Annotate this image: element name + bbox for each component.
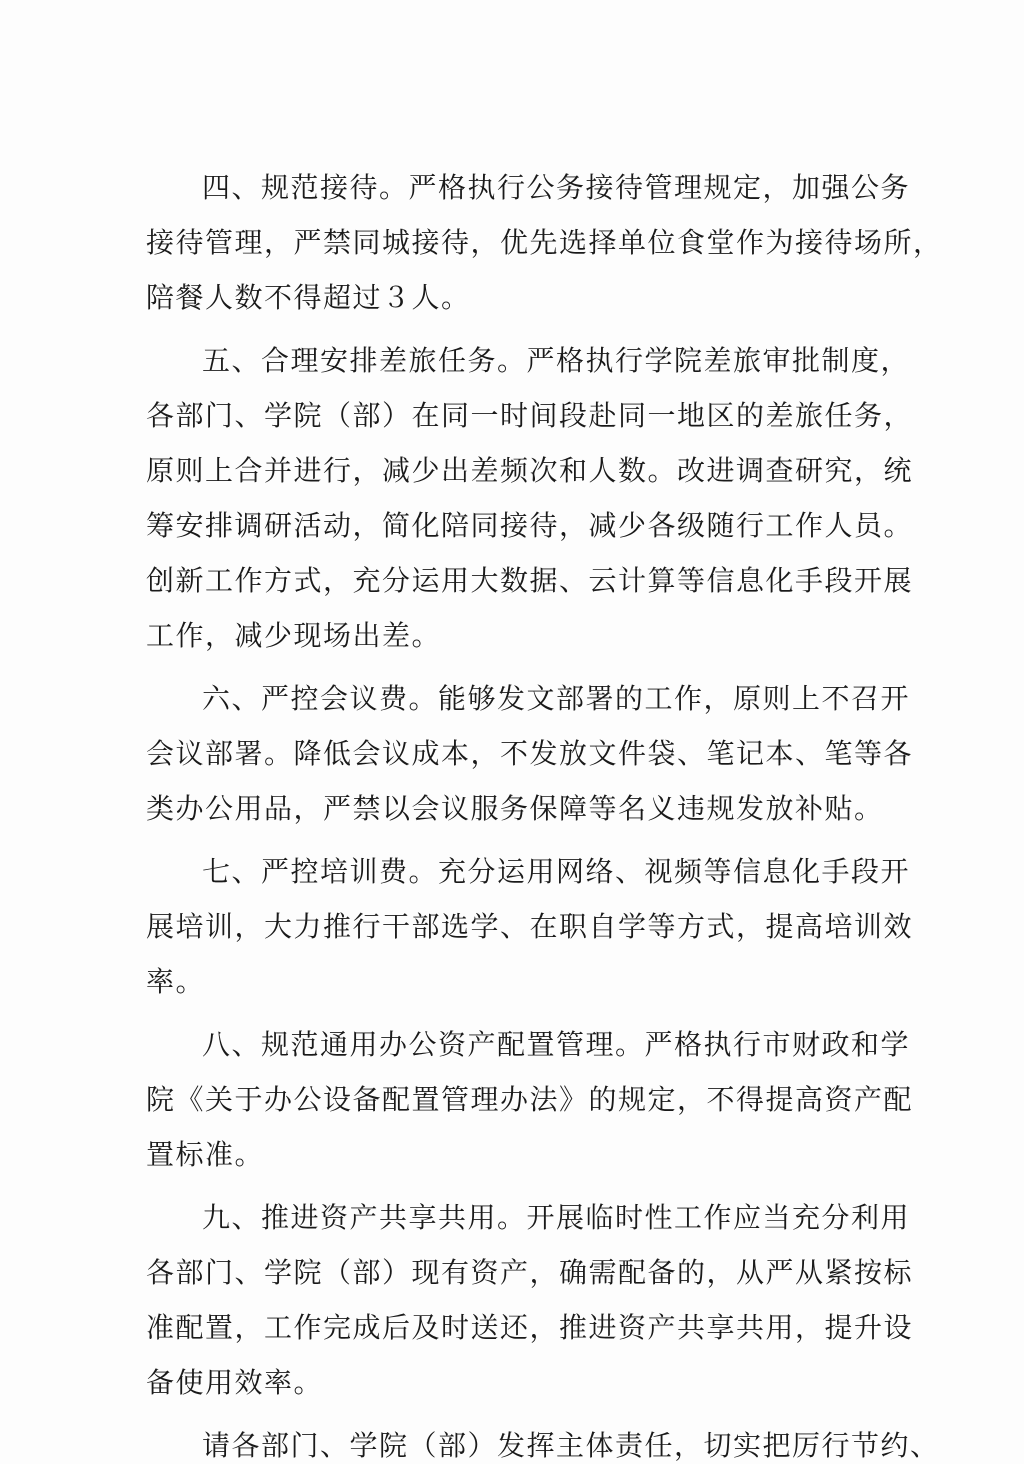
paragraph-line: 请各部门、学院（部）发挥主体责任，切实把厉行节约、 xyxy=(202,1429,940,1462)
paragraph-line: 五、合理安排差旅任务。严格执行学院差旅审批制度， xyxy=(202,344,911,377)
paragraph-line: 陪餐人数不得超过３人。 xyxy=(146,281,471,314)
paragraph-line: 率。 xyxy=(146,965,206,998)
paragraph-line: 创新工作方式，充分运用大数据、云计算等信息化手段开展 xyxy=(146,564,914,597)
paragraph-line: 四、规范接待。严格执行公务接待管理规定，加强公务 xyxy=(202,171,911,204)
paragraph-line: 准配置，工作完成后及时送还，推进资产共享共用，提升设 xyxy=(146,1311,914,1344)
paragraph-line: 接待管理，严禁同城接待，优先选择单位食堂作为接待场所， xyxy=(146,226,943,259)
paragraph-training-fees xyxy=(146,844,914,1009)
paragraph-line: 展培训，大力推行干部选学、在职自学等方式，提高培训效 xyxy=(146,910,914,943)
paragraph-asset-config xyxy=(146,1017,914,1182)
paragraph-line: 工作，减少现场出差。 xyxy=(146,619,442,652)
paragraph-line: 备使用效率。 xyxy=(146,1366,324,1399)
paragraph-line: 原则上合并进行，减少出差频次和人数。改进调查研究，统 xyxy=(146,454,914,487)
paragraph-travel xyxy=(146,333,914,663)
paragraph-line: 各部门、学院（部）在同一时间段赴同一地区的差旅任务， xyxy=(146,399,914,432)
paragraph-closing xyxy=(146,1418,940,1473)
document-body xyxy=(146,160,943,1481)
paragraph-line: 六、严控会议费。能够发文部署的工作，原则上不召开 xyxy=(202,682,911,715)
paragraph-reception xyxy=(146,160,943,325)
paragraph-line: 会议部署。降低会议成本，不发放文件袋、笔记本、笔等各 xyxy=(146,737,914,770)
paragraph-line: 八、规范通用办公资产配置管理。严格执行市财政和学 xyxy=(202,1028,911,1061)
paragraph-line: 置标准。 xyxy=(146,1138,265,1171)
paragraph-meeting-fees xyxy=(146,671,914,836)
paragraph-line: 类办公用品，严禁以会议服务保障等名义违规发放补贴。 xyxy=(146,792,884,825)
paragraph-asset-sharing xyxy=(146,1190,914,1410)
paragraph-line: 院《关于办公设备配置管理办法》的规定，不得提高资产配 xyxy=(146,1083,914,1116)
paragraph-line: 各部门、学院（部）现有资产，确需配备的，从严从紧按标 xyxy=(146,1256,914,1289)
paragraph-line: 九、推进资产共享共用。开展临时性工作应当充分利用 xyxy=(202,1201,911,1234)
paragraph-line: 七、严控培训费。充分运用网络、视频等信息化手段开 xyxy=(202,855,911,888)
paragraph-line: 筹安排调研活动，简化陪同接待，减少各级随行工作人员。 xyxy=(146,509,914,542)
